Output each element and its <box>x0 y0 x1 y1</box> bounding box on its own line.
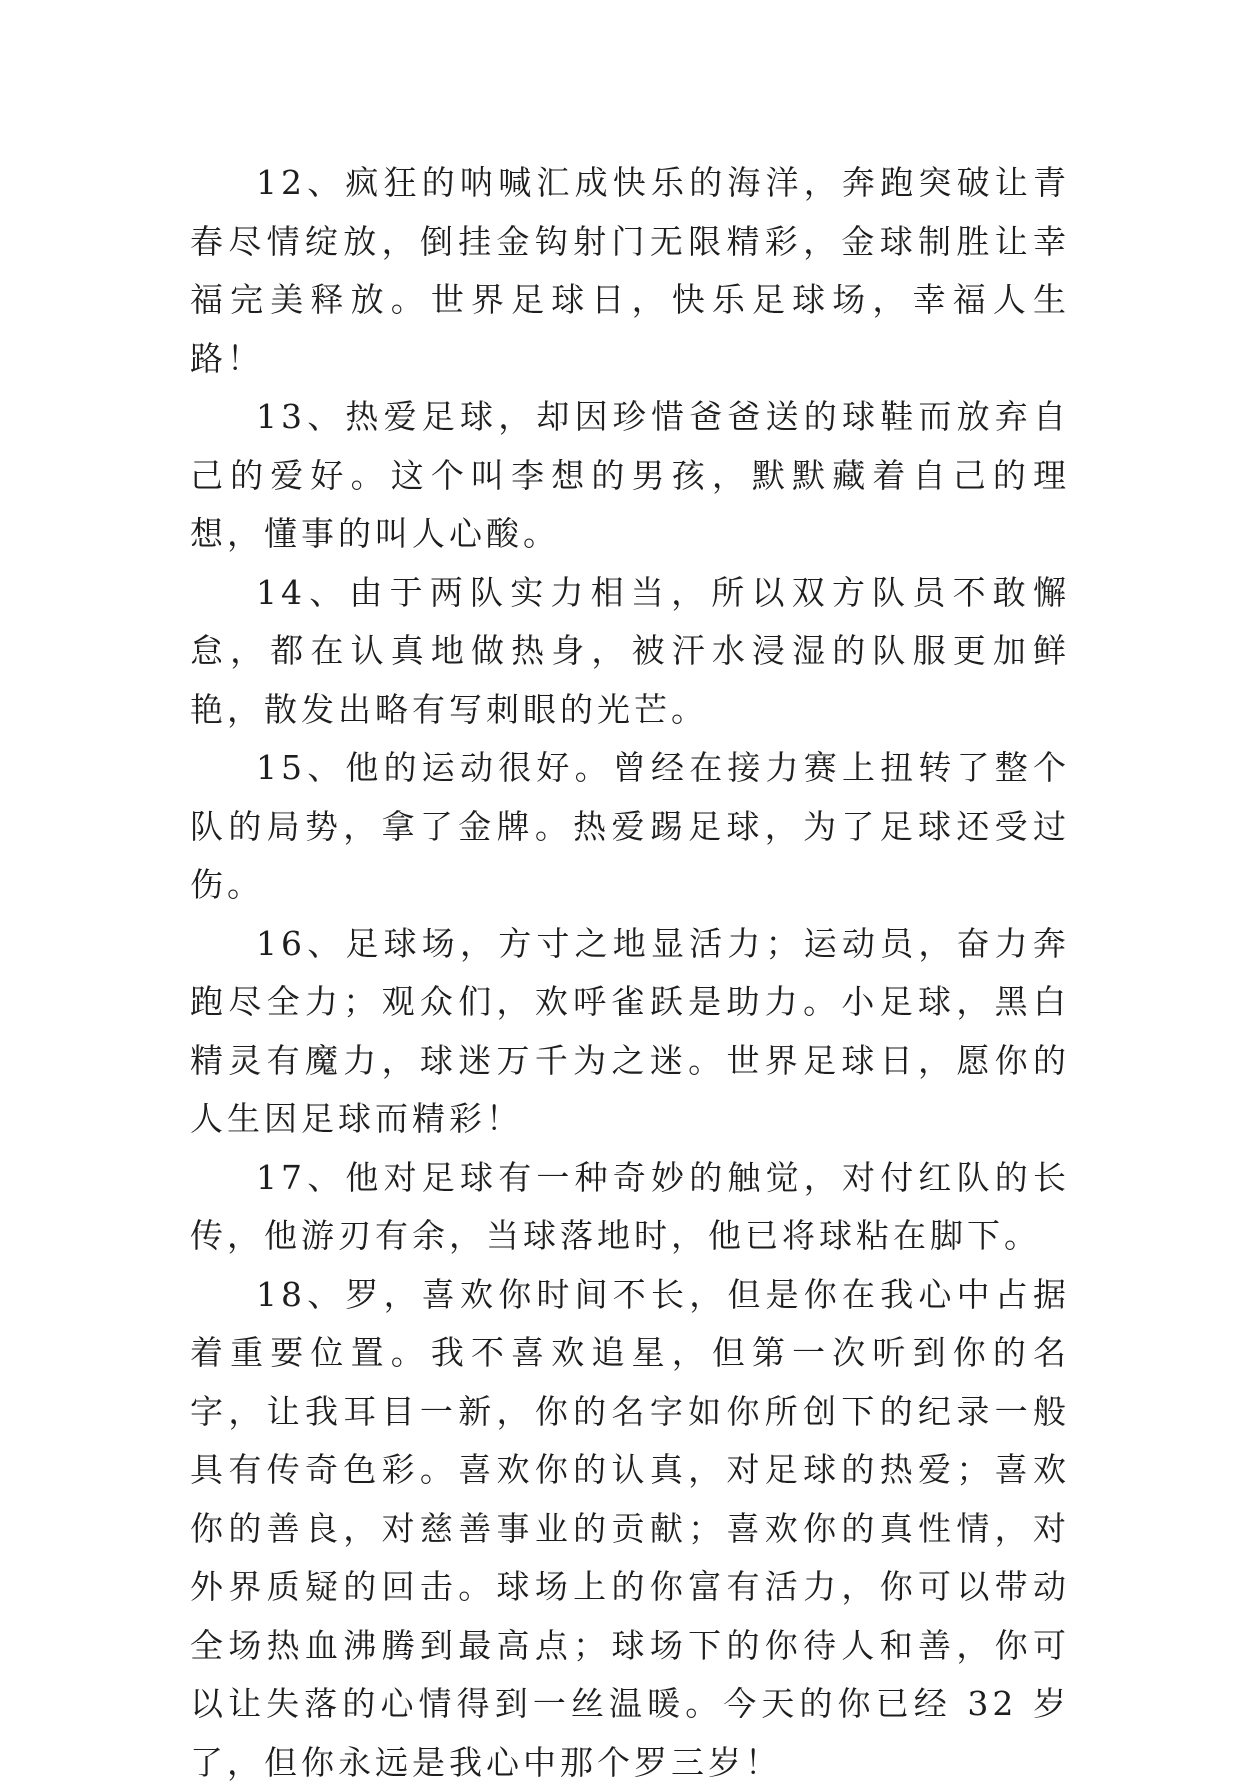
paragraph-14: 14、由于两队实力相当，所以双方队员不敢懈怠，都在认真地做热身，被汗水浸湿的队服更加鲜艳，散发出略有写刺眼的光芒。 <box>190 564 1070 740</box>
paragraph-12: 12、疯狂的呐喊汇成快乐的海洋，奔跑突破让青春尽情绽放，倒挂金钩射门无限精彩，金球制胜让幸福完美释放。世界足球日，快乐足球场，幸福人生路！ <box>190 154 1070 388</box>
paragraph-17: 17、他对足球有一种奇妙的触觉，对付红队的长传，他游刃有余，当球落地时，他已将球粘在脚下。 <box>190 1149 1070 1266</box>
paragraph-16: 16、足球场，方寸之地显活力；运动员，奋力奔跑尽全力；观众们，欢呼雀跃是助力。小足球，黑白精灵有魔力，球迷万千为之迷。世界足球日，愿你的人生因足球而精彩！ <box>190 915 1070 1149</box>
document-body <box>190 154 1070 1792</box>
paragraph-15: 15、他的运动很好。曾经在接力赛上扭转了整个队的局势，拿了金牌。热爱踢足球，为了足球还受过伤。 <box>190 739 1070 915</box>
paragraph-13: 13、热爱足球，却因珍惜爸爸送的球鞋而放弃自己的爱好。这个叫李想的男孩，默默藏着自己的理想，懂事的叫人心酸。 <box>190 388 1070 564</box>
paragraph-18: 18、罗，喜欢你时间不长，但是你在我心中占据着重要位置。我不喜欢追星，但第一次听到你的名字，让我耳目一新，你的名字如你所创下的纪录一般具有传奇色彩。喜欢你的认真，对足球的热爱；喜欢你的善良，对慈善事业的贡献；喜欢你的真性情，对外界质疑的回击。球场上的你富有活力，你可以带动全场热血沸腾到最高点；球场下的你待人和善，你可以让失落的心情得到一丝温暖。今天的你已经 32 岁了，但你永远是我心中那个罗三岁！ <box>190 1266 1070 1792</box>
